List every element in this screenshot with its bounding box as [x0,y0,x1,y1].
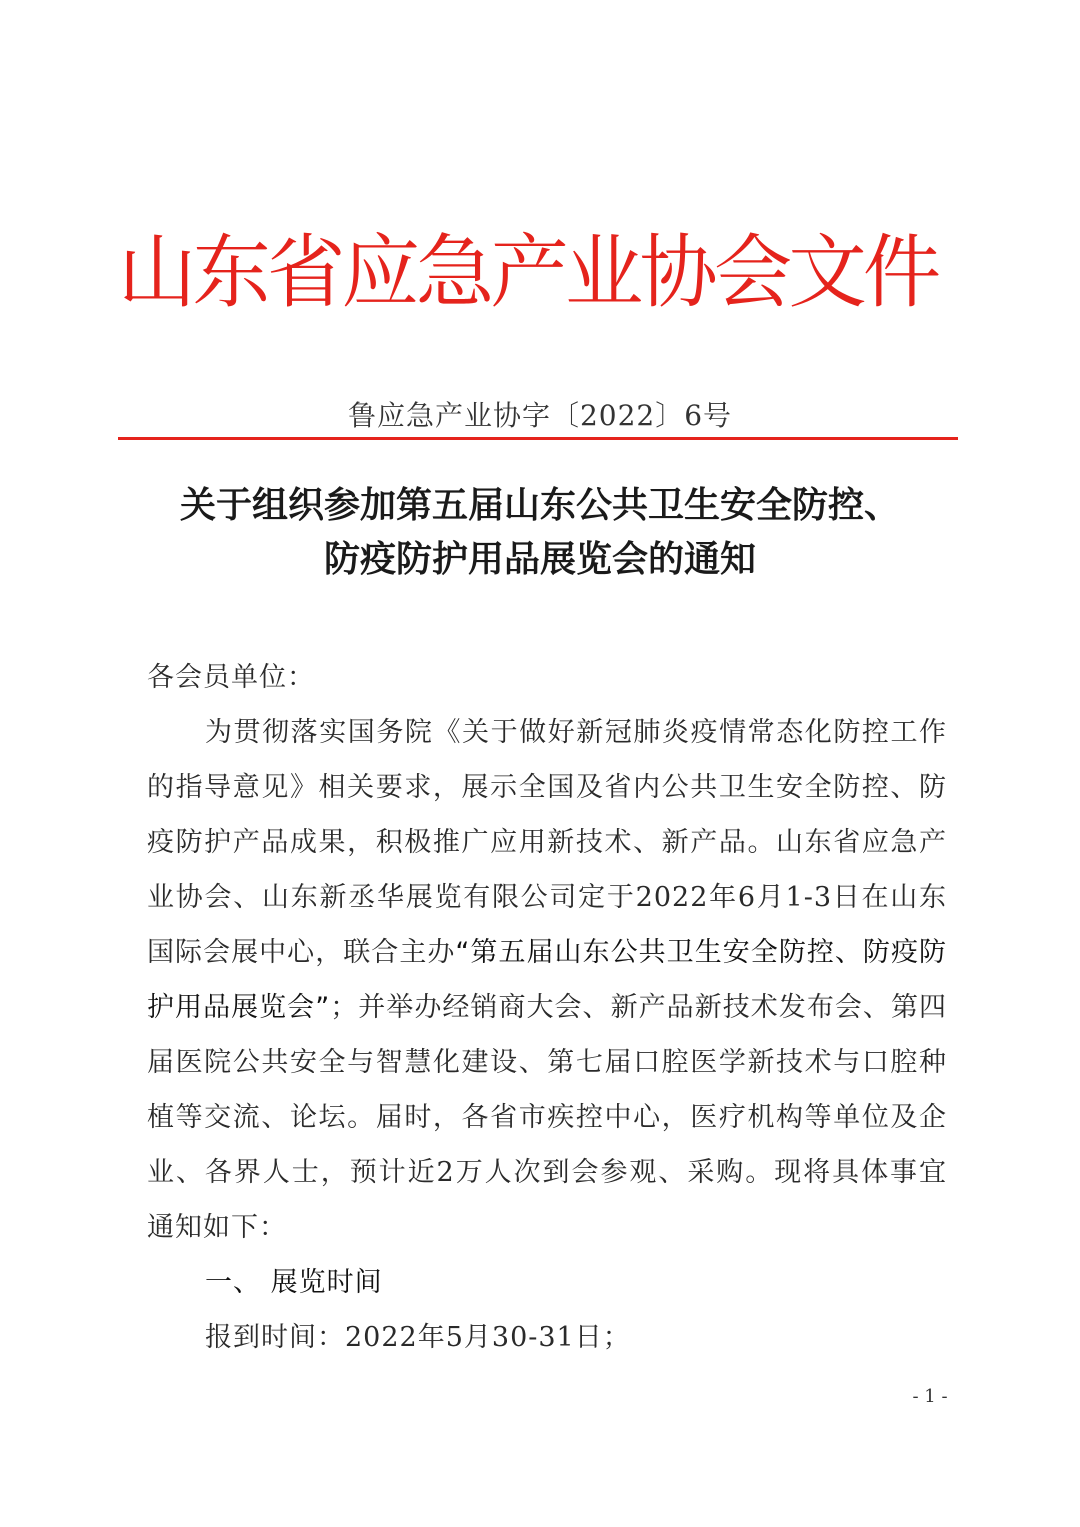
event-name: “第五届山东公共卫生安全防控、防疫防护用品展览会” [147,937,948,1023]
checkin-time: 报到时间：2022年5月30-31日； [205,1322,631,1353]
paragraph-main-part1: 为贯彻落实国务院《关于做好新冠肺炎疫情常态化防控工作的指导意见》相关要求，展示全国及省内公共卫生安全防控、防疫防护产品成果，积极推广应用新技术、新产品。山东省应急产业协会、山东新丞华展览有限公司定于2022年6月1-3日在山东国际会展中心，联合主办 [147,717,947,968]
paragraph-main [147,705,947,1255]
document-body [147,650,947,1365]
salutation: 各会员单位： [147,662,315,693]
red-divider-line [118,437,958,440]
document-number: 鲁应急产业协字〔2022〕6号 [347,399,733,432]
notice-title [120,478,960,586]
paragraph-main-part2: ；并举办经销商大会、新产品新技术发布会、第四届医院公共安全与智慧化建设、第七届口腔医学新技术与口腔种植等交流、论坛。届时，各省市疾控中心，医疗机构等单位及企业、各界人士，预计近2万人次到会参观、采购。现将具体事宜通知如下： [147,992,947,1243]
section-heading-exhibition-time: 一、 展览时间 [205,1267,383,1298]
org-file-title: 山东省应急产业协会文件 [118,226,938,319]
notice-title-line1: 关于组织参加第五届山东公共卫生安全防控、 [179,484,900,526]
notice-title-line2: 防疫防护用品展览会的通知 [323,538,756,580]
page-number: - 1 - [912,1386,948,1407]
